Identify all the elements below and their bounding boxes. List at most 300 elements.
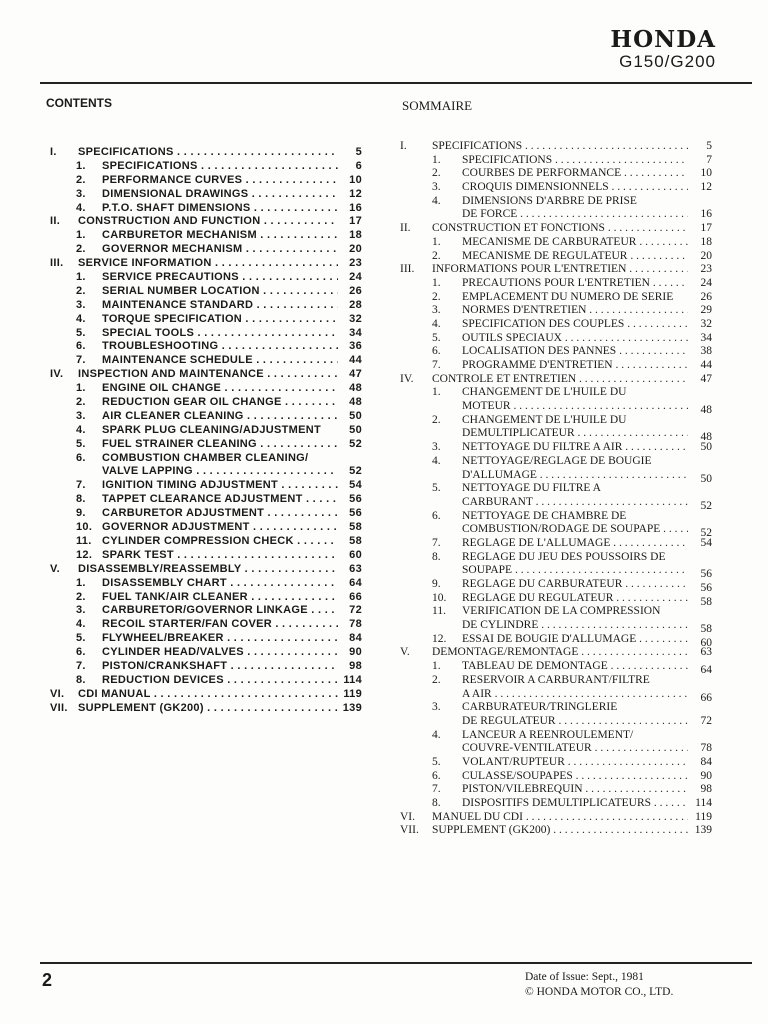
toc-entry (50, 452, 362, 466)
toc-entry-page: 20 (700, 249, 712, 262)
toc-entry-number: 3. (76, 187, 86, 200)
toc-entry (50, 271, 362, 285)
toc-entry (50, 674, 362, 688)
toc-entry-number: 6. (432, 769, 441, 782)
page-number: 2 (42, 970, 53, 990)
toc-entry-page: 47 (700, 372, 712, 385)
toc-entry (50, 507, 362, 521)
toc-entry (50, 188, 362, 202)
toc-entry (400, 318, 712, 332)
toc-entry-number: 1. (76, 159, 86, 172)
toc-entry-page: 60 (349, 548, 362, 561)
toc-entry-title: NETTOYAGE DE CHAMBRE DE (462, 509, 627, 522)
toc-entry-title: COURBES DE PERFORMANCE . . . (462, 167, 688, 181)
toc-entry-title: MAINTENANCE STANDARD . . . (102, 299, 338, 313)
toc-entry-page: 44 (700, 359, 712, 371)
toc-entry (400, 208, 712, 222)
toc-entry-number: 3. (432, 701, 441, 714)
toc-entry (50, 521, 362, 535)
toc-entry-title: CONTROLE ET ENTRETIEN . . . (432, 373, 688, 387)
toc-entry-title: SPECIFICATIONS . . . (462, 154, 688, 168)
toc-entry (400, 291, 712, 305)
toc-entry-title: FUEL STRAINER CLEANING . . . (102, 438, 338, 452)
toc-entry-title: SPARK TEST . . . (102, 549, 338, 563)
toc-entry-page: 16 (700, 208, 712, 221)
toc-entry-page: 28 (349, 298, 362, 311)
toc-entry-number: 8. (76, 493, 86, 506)
toc-entry (400, 496, 712, 510)
toc-entry-title: DISPOSITIFS DEMULTIPLICATEURS . . . (462, 797, 688, 811)
toc-entry-page: 12 (700, 181, 712, 194)
toc-entry-title: REGLAGE DE L'ALLUMAGE . . . (462, 537, 688, 551)
toc-entry-title: DIMENSIONS D'ARBRE DE PRISE (462, 194, 637, 207)
toc-entry-title: LOCALISATION DES PANNES . . . (462, 345, 688, 359)
toc-entry-page: 48 (700, 431, 712, 442)
toc-entry (50, 424, 362, 438)
toc-entry (400, 154, 712, 168)
toc-entry-number: 9. (76, 507, 86, 520)
toc-entry-page: 47 (349, 368, 362, 381)
toc-entry (400, 770, 712, 784)
toc-entry (50, 535, 362, 549)
toc-entry-page: 18 (700, 235, 712, 248)
toc-entry (400, 455, 712, 469)
toc-entry-number: I. (400, 140, 407, 152)
toc-entry-page: 139 (342, 701, 362, 714)
toc-entry-number: 8. (76, 673, 86, 686)
toc-entry (50, 438, 362, 452)
toc-entry-page: 119 (695, 810, 712, 823)
toc-entry (50, 313, 362, 327)
toc-entry-number: 3. (432, 441, 441, 454)
toc-entry-title: TROUBLESHOOTING . . . (102, 340, 338, 354)
toc-entry-page: 56 (700, 582, 712, 592)
toc-entry-number: IV. (50, 368, 64, 381)
toc-entry (400, 181, 712, 195)
copyright: © HONDA MOTOR CO., LTD. (525, 986, 674, 998)
toc-entry-title: FUEL TANK/AIR CLEANER . . . (102, 591, 338, 605)
toc-entry-title: CONSTRUCTION AND FUNCTION . . . (78, 215, 338, 229)
toc-entry-page: 63 (349, 562, 362, 575)
toc-entry-page: 17 (700, 222, 712, 235)
toc-entry (400, 811, 712, 825)
toc-entry-page: 58 (349, 521, 362, 534)
toc-entry-title: PISTON/CRANKSHAFT . . . (102, 660, 338, 674)
toc-entry-title: SPECIFICATION DES COUPLES . . . (462, 318, 688, 332)
toc-entry (50, 465, 362, 479)
toc-entry-title: RECOIL STARTER/FAN COVER . . . (102, 618, 338, 632)
toc-entry-title: VALVE LAPPING . . . (102, 465, 338, 479)
toc-entry (400, 345, 712, 359)
toc-entry-page: 24 (700, 276, 712, 289)
toc-entry (400, 427, 712, 441)
toc-entry (400, 250, 712, 264)
toc-entry (50, 410, 362, 424)
toc-entry-page: 56 (700, 568, 712, 578)
toc-entry-page: 52 (349, 437, 362, 450)
toc-entry (400, 633, 712, 647)
toc-entry-page: 114 (695, 797, 712, 809)
toc-entry (50, 243, 362, 257)
toc-entry-title: P.T.O. SHAFT DIMENSIONS . . . (102, 202, 338, 216)
toc-entry (50, 702, 362, 716)
toc-entry-title: EMPLACEMENT DU NUMERO DE SERIE (462, 290, 674, 303)
toc-entry (50, 160, 362, 174)
toc-entry-number: V. (400, 646, 410, 659)
toc-entry-number: 1. (432, 660, 441, 673)
toc-entry (50, 549, 362, 563)
toc-entry-number: 4. (432, 454, 441, 467)
toc-entry-page: 98 (700, 783, 712, 796)
toc-entry-title: INFORMATIONS POUR L'ENTRETIEN . . . (432, 263, 688, 277)
toc-entry-title: NETTOYAGE DU FILTRE A AIR . . . (462, 441, 688, 455)
toc-entry-page: 56 (349, 507, 362, 520)
toc-entry (50, 646, 362, 660)
toc-entry-number: 10. (432, 591, 447, 604)
footer-rule (40, 962, 752, 964)
toc-entry-title: SPECIFICATIONS . . . (432, 140, 688, 154)
toc-entry-page: 5 (355, 146, 362, 158)
toc-entry-page: 139 (694, 824, 712, 837)
toc-entry-page: 34 (349, 326, 362, 339)
toc-entry-page: 52 (700, 527, 712, 537)
toc-entry-title: REGLAGE DU JEU DES POUSSOIRS DE (462, 550, 666, 563)
toc-entry (400, 140, 712, 154)
toc-entry-page: 29 (700, 304, 712, 317)
toc-entry (50, 340, 362, 354)
toc-entry-page: 48 (349, 382, 362, 395)
toc-entry-number: 6. (432, 509, 441, 522)
toc-entry-number: 6. (76, 646, 86, 659)
toc-entry-number: IV. (400, 372, 414, 385)
toc-entry (400, 551, 712, 565)
issue-info (525, 970, 673, 1000)
toc-entry-page: 58 (700, 595, 712, 606)
toc-entry-number: 5. (76, 326, 86, 339)
toc-entry-number: III. (400, 263, 415, 276)
toc-entry-page: 54 (349, 479, 362, 492)
toc-entry-title: VERIFICATION DE LA COMPRESSION (462, 605, 661, 618)
toc-entry-page: 10 (700, 167, 712, 180)
toc-entry (50, 368, 362, 382)
toc-entry (50, 493, 362, 507)
toc-entry-page: 18 (349, 229, 362, 242)
toc-entry-title: CHANGEMENT DE L'HUILE DU (462, 413, 627, 426)
toc-entry (400, 304, 712, 318)
toc-entry-page: 23 (349, 257, 362, 270)
toc-entry-number: 6. (76, 340, 86, 353)
toc-entry-number: 5. (76, 437, 86, 450)
toc-entry (400, 469, 712, 483)
toc-entry (50, 618, 362, 632)
toc-entry-title: SUPPLEMENT (GK200) . . . (78, 702, 338, 716)
toc-entry-page: 50 (700, 441, 712, 454)
toc-entry (50, 604, 362, 618)
toc-entry-title: CARBURETOR ADJUSTMENT . . . (102, 507, 338, 521)
toc-entry-number: 7. (432, 536, 441, 549)
toc-entry (400, 783, 712, 797)
toc-entry-title: SERVICE INFORMATION . . . (78, 257, 338, 271)
toc-entry-title: DE REGULATEUR . . . (462, 715, 688, 729)
sommaire-heading: SOMMAIRE (402, 98, 473, 113)
toc-entry-number: II. (400, 222, 411, 235)
toc-entry-page: 26 (700, 290, 712, 303)
toc-entry (400, 222, 712, 236)
toc-entry-page: 56 (349, 493, 362, 506)
toc-french (400, 140, 712, 838)
toc-entry-page: 63 (700, 646, 712, 659)
toc-entry-title: CONSTRUCTION ET FONCTIONS . . . (432, 222, 688, 236)
toc-entry-page: 24 (349, 271, 362, 284)
toc-entry-title: REDUCTION GEAR OIL CHANGE . . . (102, 396, 338, 410)
toc-entry (50, 202, 362, 216)
toc-entry (50, 632, 362, 646)
toc-entry (400, 688, 712, 702)
toc-entry-page: 72 (349, 604, 362, 617)
toc-entry-title: CARBURETOR/GOVERNOR LINKAGE . . . (102, 604, 338, 618)
toc-entry-page: 48 (349, 396, 362, 409)
toc-entry-number: 4. (76, 201, 86, 214)
toc-entry-number: VI. (400, 810, 416, 823)
toc-entry (50, 660, 362, 674)
toc-entry-number: II. (50, 215, 61, 228)
toc-entry (50, 688, 362, 702)
toc-entry-page: 6 (355, 159, 362, 172)
toc-entry-number: 12. (76, 548, 93, 561)
toc-entry-title: MECANISME DE REGULATEUR . . . (462, 250, 688, 264)
toc-entry-title: PISTON/VILEBREQUIN . . . (462, 783, 688, 797)
toc-entry (400, 605, 712, 619)
toc-entry (50, 257, 362, 271)
toc-entry-title: MECANISME DE CARBURATEUR . . . (462, 236, 688, 250)
toc-entry-title: CHANGEMENT DE L'HUILE DU (462, 386, 627, 399)
toc-entry-title: SOUPAPE . . . (462, 564, 688, 578)
toc-entry-title: GOVERNOR MECHANISM . . . (102, 243, 338, 257)
toc-entry-page: 7 (706, 153, 712, 166)
toc-entry-title: SPARK PLUG CLEANING/ADJUSTMENT (102, 423, 322, 436)
toc-entry-number: I. (50, 146, 57, 158)
toc-entry-page: 36 (349, 340, 362, 353)
toc-entry (400, 619, 712, 633)
toc-entry-page: 12 (349, 187, 362, 200)
toc-entry (400, 701, 712, 715)
toc-entry-title: DEMULTIPLICATEUR . . . (462, 427, 688, 441)
toc-entry-page: 72 (700, 714, 712, 727)
toc-entry-title: DISASSEMBLY CHART . . . (102, 577, 338, 591)
toc-entry-page: 60 (700, 636, 712, 647)
toc-entry (400, 332, 712, 346)
toc-entry-number: V. (50, 562, 60, 575)
toc-entry-title: MOTEUR . . . (462, 400, 688, 414)
toc-entry (50, 285, 362, 299)
toc-entry (400, 263, 712, 277)
toc-entry-number: 2. (76, 173, 86, 186)
toc-entry (400, 236, 712, 250)
toc-entry-page: 34 (700, 331, 712, 344)
toc-entry-number: 2. (432, 167, 441, 180)
toc-entry-page: 26 (349, 284, 362, 297)
toc-entry-page: 32 (349, 312, 362, 325)
toc-entry-title: DE FORCE . . . (462, 208, 688, 222)
toc-entry-page: 32 (700, 317, 712, 330)
toc-entry-title: VOLANT/RUPTEUR . . . (462, 756, 688, 770)
toc-entry-title: TAPPET CLEARANCE ADJUSTMENT . . . (102, 493, 338, 507)
toc-entry-number: 2. (432, 249, 441, 262)
toc-entry-page: 52 (700, 499, 712, 510)
toc-entry-number: 4. (432, 728, 441, 741)
toc-entry-title: DE CYLINDRE . . . (462, 619, 688, 633)
toc-entry (400, 195, 712, 209)
toc-entry (50, 591, 362, 605)
toc-entry (400, 482, 712, 496)
toc-entry-page: 23 (700, 263, 712, 276)
toc-entry (400, 646, 712, 660)
toc-entry (400, 660, 712, 674)
toc-entry-number: 1. (432, 386, 441, 399)
brand-logo: HONDA (610, 26, 716, 53)
toc-entry-number: 5. (432, 482, 441, 495)
toc-entry-title: TABLEAU DE DEMONTAGE . . . (462, 660, 688, 674)
toc-entry-title: GOVERNOR ADJUSTMENT . . . (102, 521, 338, 535)
toc-entry-page: 64 (700, 664, 712, 674)
toc-entry-page: 66 (700, 691, 712, 702)
toc-entry-number: 12. (432, 632, 447, 645)
toc-entry-number: 3. (432, 304, 441, 317)
toc-entry-title: TORQUE SPECIFICATION . . . (102, 313, 338, 327)
toc-entry-title: NETTOYAGE/REGLAGE DE BOUGIE (462, 454, 652, 467)
toc-entry-number: VII. (50, 701, 68, 714)
toc-entry-number: 5. (432, 755, 441, 768)
toc-entry (400, 400, 712, 414)
toc-entry-number: 1. (76, 229, 86, 242)
toc-entry (400, 537, 712, 551)
toc-entry-number: VII. (400, 824, 419, 837)
toc-entry-number: 2. (432, 290, 441, 303)
toc-entry (400, 277, 712, 291)
toc-entry-page: 50 (349, 423, 362, 436)
toc-entry-title: AIR CLEANER CLEANING . . . (102, 410, 338, 424)
toc-entry-title: SPECIFICATIONS . . . (102, 160, 338, 174)
toc-entry-number: 7. (76, 479, 86, 492)
toc-entry-page: 58 (349, 534, 362, 547)
toc-entry-page: 52 (349, 465, 362, 478)
toc-entry-page: 17 (349, 215, 362, 228)
toc-entry-page: 58 (700, 623, 712, 633)
toc-entry-page: 54 (700, 536, 712, 549)
toc-entry-title: NETTOYAGE DU FILTRE A (462, 482, 601, 495)
toc-entry (400, 510, 712, 524)
toc-entry-title: CDI MANUAL . . . (78, 688, 338, 702)
toc-entry-page: 48 (700, 404, 712, 414)
toc-entry-number: 5. (76, 632, 86, 645)
toc-entry-title: REDUCTION DEVICES . . . (102, 674, 338, 688)
toc-entry-title: DISASSEMBLY/REASSEMBLY . . . (78, 563, 338, 577)
toc-entry-title: CYLINDER HEAD/VALVES . . . (102, 646, 338, 660)
toc-entry-number: 11. (76, 534, 92, 547)
toc-entry-title: SERVICE PRECAUTIONS . . . (102, 271, 338, 285)
toc-entry-title: REGLAGE DU CARBURATEUR . . . (462, 578, 688, 592)
toc-entry-title: CARBURATEUR/TRINGLERIE (462, 701, 618, 714)
toc-entry (50, 146, 362, 160)
toc-entry (50, 563, 362, 577)
toc-entry-number: 7. (432, 783, 441, 796)
toc-entry-number: III. (50, 257, 64, 270)
toc-entry-title: SPECIAL TOOLS . . . (102, 327, 338, 341)
toc-entry-number: 9. (432, 578, 441, 590)
toc-entry-page: 90 (700, 769, 712, 782)
toc-entry-number: 2. (76, 284, 86, 297)
toc-entry (50, 354, 362, 368)
toc-entry (400, 715, 712, 729)
toc-entry-title: SERIAL NUMBER LOCATION . . . (102, 285, 338, 299)
toc-entry-number: 7. (76, 659, 86, 672)
toc-entry-title: DEMONTAGE/REMONTAGE . . . (432, 646, 688, 660)
toc-entry-number: 1. (76, 271, 86, 284)
toc-entry-title: PRECAUTIONS POUR L'ENTRETIEN . . . (462, 277, 688, 291)
toc-entry-title: MAINTENANCE SCHEDULE . . . (102, 354, 338, 368)
toc-entry (400, 742, 712, 756)
toc-entry-title: DIMENSIONAL DRAWINGS . . . (102, 188, 338, 202)
toc-entry-number: 7. (76, 354, 86, 367)
issue-date: Date of Issue: Sept., 1981 (525, 971, 644, 983)
toc-entry-page: 5 (706, 140, 712, 152)
toc-entry-page: 50 (700, 472, 712, 483)
toc-entry-number: 2. (76, 590, 86, 603)
toc-entry-number: 11. (432, 605, 446, 618)
toc-entry (400, 674, 712, 688)
model-name: G150/G200 (619, 52, 716, 71)
toc-entry-number: 2. (432, 413, 441, 426)
toc-entry-number: 1. (432, 235, 441, 248)
toc-entry (50, 396, 362, 410)
toc-entry-title: ENGINE OIL CHANGE . . . (102, 382, 338, 396)
toc-entry-number: 8. (432, 797, 441, 809)
toc-entry-number: 6. (432, 345, 441, 358)
toc-entry-page: 78 (700, 742, 712, 755)
toc-entry-number: VI. (50, 687, 65, 700)
toc-entry-title: CARBURANT . . . (462, 496, 688, 510)
toc-entry (50, 299, 362, 313)
toc-entry-title: COMBUSTION/RODAGE DE SOUPAPE . . . (462, 523, 688, 537)
toc-entry-page: 10 (349, 173, 362, 186)
toc-entry-title: CARBURETOR MECHANISM . . . (102, 229, 338, 243)
toc-english (50, 146, 362, 716)
toc-entry-page: 84 (700, 755, 712, 768)
toc-entry (400, 373, 712, 387)
toc-entry-page: 66 (349, 590, 362, 603)
toc-entry-title: COUVRE-VENTILATEUR . . . (462, 742, 688, 756)
toc-entry-title: INSPECTION AND MAINTENANCE . . . (78, 368, 338, 382)
toc-entry-page: 98 (349, 659, 362, 672)
toc-entry-title: IGNITION TIMING ADJUSTMENT . . . (102, 479, 338, 493)
toc-entry-page: 78 (349, 618, 362, 631)
toc-entry-title: D'ALLUMAGE . . . (462, 469, 688, 483)
toc-entry-number: 6. (76, 451, 86, 464)
toc-entry-number: 1. (76, 576, 86, 589)
toc-entry (400, 756, 712, 770)
toc-entry (400, 592, 712, 606)
toc-entry-number: 3. (76, 604, 86, 617)
toc-entry-number: 1. (432, 153, 441, 166)
toc-entry (400, 359, 712, 373)
toc-entry-number: 4. (76, 423, 86, 436)
toc-entry-number: 7. (432, 359, 441, 371)
toc-entry-page: 114 (343, 673, 362, 686)
toc-entry-number: 1. (76, 382, 86, 395)
toc-entry-number: 3. (432, 181, 441, 194)
toc-entry-title: SPECIFICATIONS . . . (78, 146, 338, 160)
header-rule (40, 82, 752, 84)
